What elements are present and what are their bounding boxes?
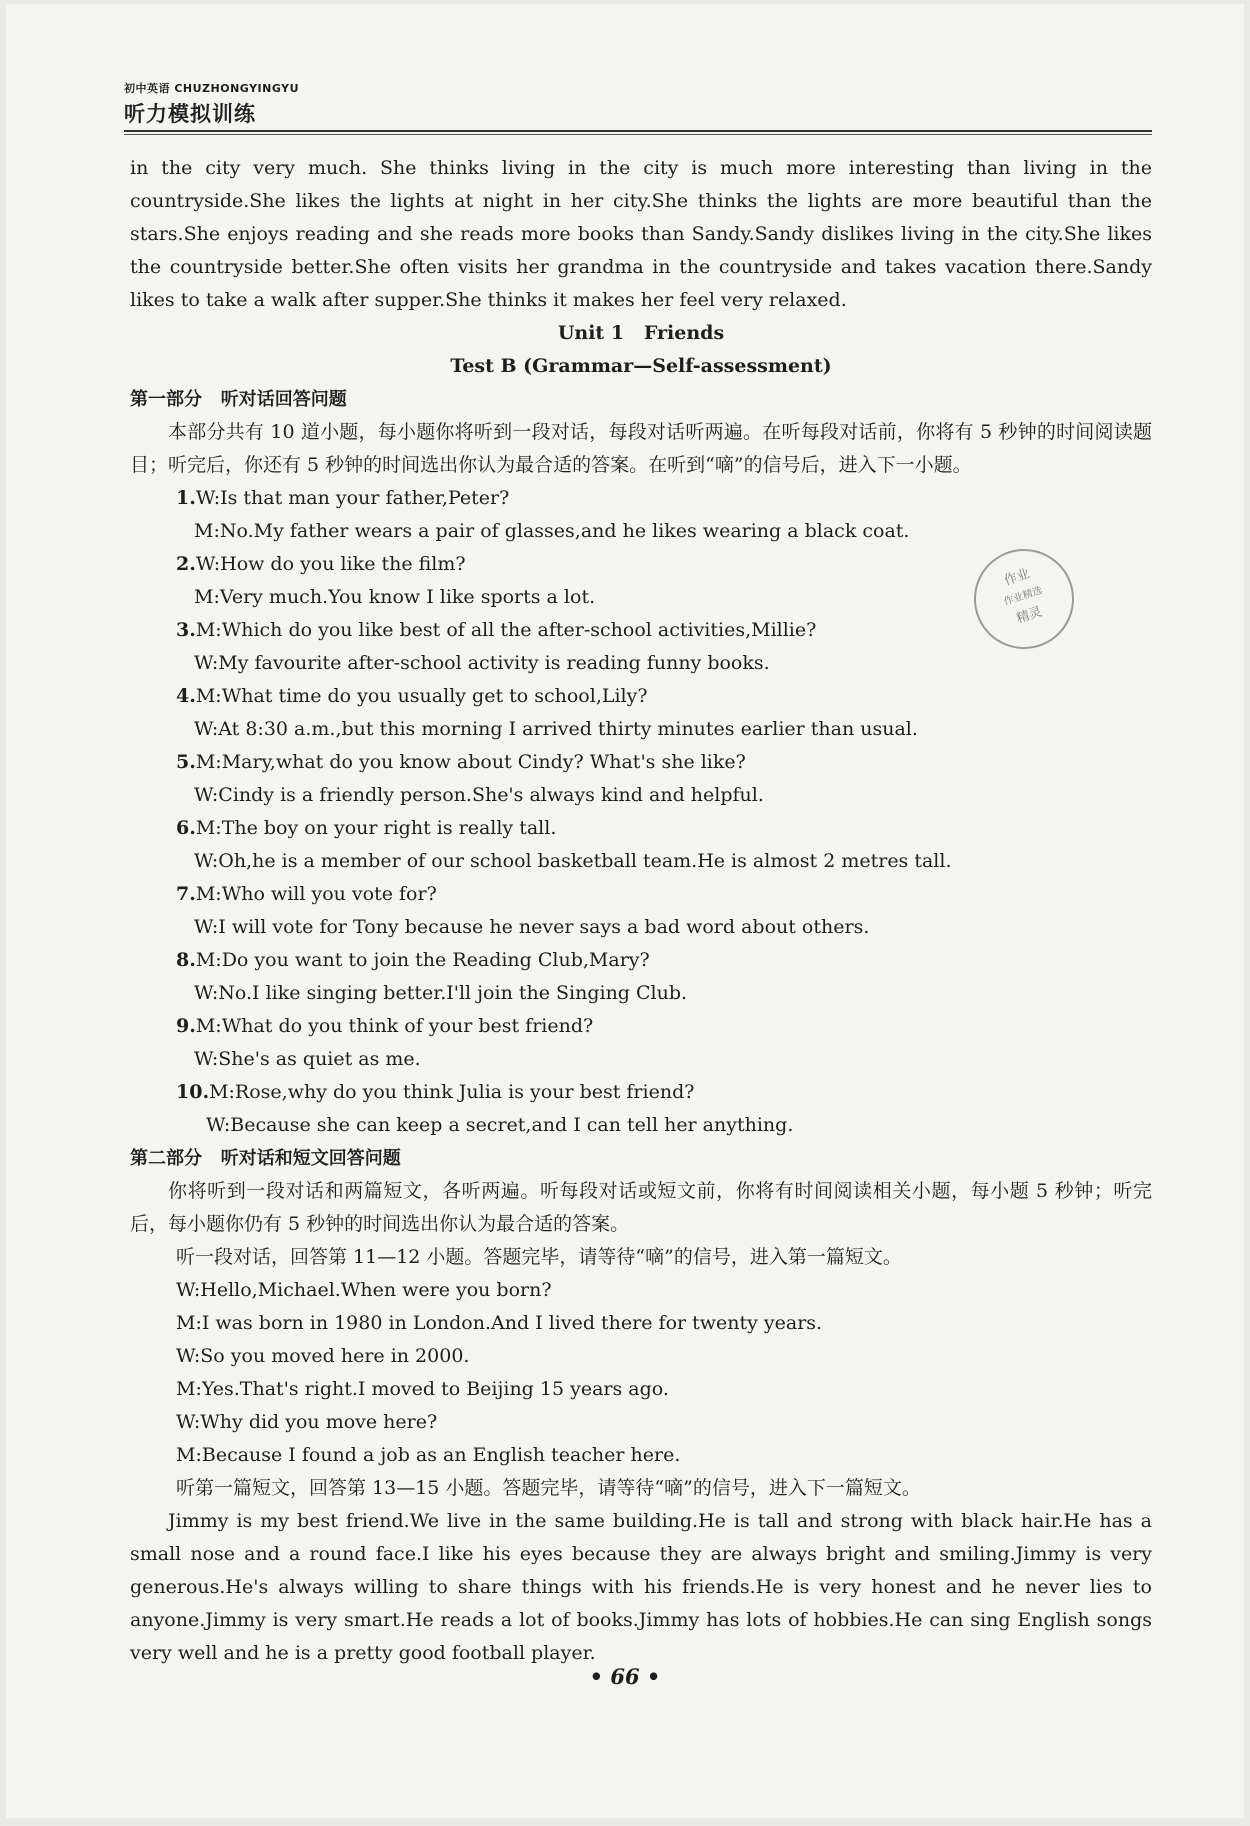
- part1-instructions: 本部分共有 10 道小题，每小题你将听到一段对话，每段对话听两遍。在听每段对话前，你将有 5 秒钟的时间阅读题目；听完后，你还有 5 秒钟的时间选出你认为最合适的答案。在听到“嘀”的信号后，进入下一小题。: [130, 421, 1152, 476]
- unit-title: Unit 1 Friends: [557, 322, 725, 344]
- page-number: • 66 •: [589, 1664, 661, 1689]
- answer-line: W:She's as quiet as me.: [194, 1048, 421, 1070]
- dialogue-line: M:I was born in 1980 in London.And I lived there for twenty years.: [176, 1312, 823, 1334]
- dialogue-line: W:Hello,Michael.When were you born?: [176, 1279, 552, 1301]
- dialogue-line: M:Yes.That's right.I moved to Beijing 15 years ago.: [176, 1378, 669, 1400]
- part2-instructions: 你将听到一段对话和两篇短文，各听两遍。听每段对话或短文前，你将有时间阅读相关小题，每小题 5 秒钟；听完后，每小题你仍有 5 秒钟的时间选出你认为最合适的答案。: [130, 1180, 1152, 1235]
- watermark-stamp: 作业 作业精选 精灵: [961, 536, 1087, 662]
- answer-line: W:Cindy is a friendly person.She's always kind and helpful.: [194, 784, 764, 806]
- answer-line: M:Very much.You know I like sports a lot.: [194, 586, 596, 608]
- question-item: 6.M:The boy on your right is really tall.: [176, 817, 557, 839]
- header-subtitle: 初中英语 CHUZHONGYINGYU: [124, 82, 300, 95]
- answer-line: W:Because she can keep a secret,and I can tell her anything.: [206, 1114, 794, 1136]
- part2-heading: 第二部分 听对话和短文回答问题: [130, 1148, 401, 1169]
- question-item: 4.M:What time do you usually get to school,Lily?: [176, 685, 648, 707]
- dialogue: [130, 1274, 1152, 1472]
- part1-heading: 第一部分 听对话回答问题: [130, 389, 347, 410]
- question-item: 1.W:Is that man your father,Peter?: [176, 487, 510, 509]
- dialogue-intro: 听一段对话，回答第 11—12 小题。答题完毕，请等待“嘀”的信号，进入第一篇短文。: [176, 1246, 902, 1268]
- part1-items: [130, 482, 1152, 1142]
- question-item: 2.W:How do you like the film?: [176, 553, 466, 575]
- header-divider: [124, 130, 1152, 132]
- page-content: [130, 152, 1152, 1670]
- answer-line: M:No.My father wears a pair of glasses,and he likes wearing a black coat.: [194, 520, 910, 542]
- answer-line: W:Oh,he is a member of our school basketball team.He is almost 2 metres tall.: [194, 850, 952, 872]
- answer-line: W:My favourite after-school activity is reading funny books.: [194, 652, 770, 674]
- dialogue-line: W:Why did you move here?: [176, 1411, 438, 1433]
- answer-line: W:At 8:30 a.m.,but this morning I arrived thirty minutes earlier than usual.: [194, 718, 918, 740]
- question-item: 8.M:Do you want to join the Reading Club,Mary?: [176, 949, 650, 971]
- question-item: 7.M:Who will you vote for?: [176, 883, 437, 905]
- test-title: Test B (Grammar—Self-assessment): [450, 355, 832, 377]
- passage1: Jimmy is my best friend.We live in the same building.He is tall and strong with black hair.He has a small nose and a round face.I like his eyes because they are always bright and smiling.Jimmy is very generous.He's always willing to share things with his friends.He is very honest and he never lies to anyone.Jimmy is very smart.He reads a lot of books.Jimmy has lots of hobbies.He can sing English songs very well and he is a pretty good football player.: [130, 1510, 1152, 1664]
- running-header: [124, 80, 299, 128]
- header-title: 听力模拟训练: [124, 102, 256, 126]
- question-item: 9.M:What do you think of your best friend?: [176, 1015, 594, 1037]
- answer-line: W:No.I like singing better.I'll join the Singing Club.: [194, 982, 688, 1004]
- answer-line: W:I will vote for Tony because he never says a bad word about others.: [194, 916, 870, 938]
- question-item: 3.M:Which do you like best of all the after-school activities,Millie?: [176, 619, 817, 641]
- question-item: 10.M:Rose,why do you think Julia is your best friend?: [176, 1081, 695, 1103]
- header-divider-thin: [124, 134, 1152, 135]
- page: [6, 4, 1244, 1818]
- intro-paragraph: in the city very much. She thinks living in the city is much more interesting than living in the countryside.She likes the lights at night in her city.She thinks the lights are more beautiful than the stars.She enjoys reading and she reads more books than Sandy.Sandy dislikes living in the city.She likes the countryside better.She often visits her grandma in the countryside and takes vacation there.Sandy likes to take a walk after supper.She thinks it makes her feel very relaxed.: [130, 157, 1152, 311]
- question-item: 5.M:Mary,what do you know about Cindy? What's she like?: [176, 751, 746, 773]
- passage1-intro: 听第一篇短文，回答第 13—15 小题。答题完毕，请等待“嘀”的信号，进入下一篇短文。: [176, 1477, 921, 1499]
- dialogue-line: W:So you moved here in 2000.: [176, 1345, 470, 1367]
- dialogue-line: M:Because I found a job as an English teacher here.: [176, 1444, 681, 1466]
